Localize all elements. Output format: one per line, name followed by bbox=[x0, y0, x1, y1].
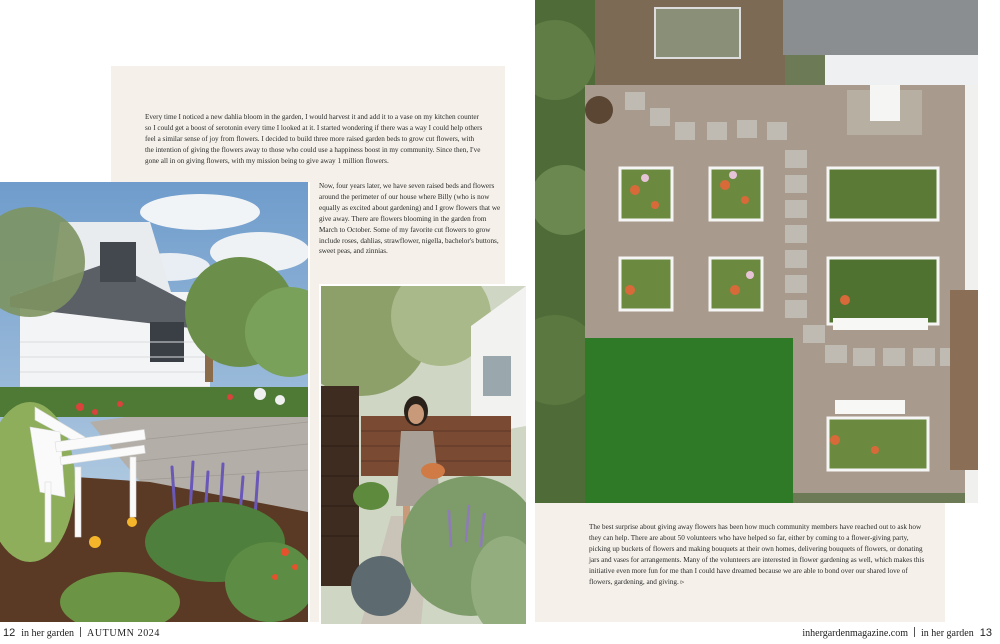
magazine-url: inhergardenmagazine.com bbox=[802, 628, 908, 639]
end-mark-icon: ▹ bbox=[680, 577, 685, 586]
left-magazine-name: in her garden bbox=[21, 628, 75, 639]
footer-divider bbox=[80, 627, 81, 637]
article-second-paragraph: Now, four years later, we have seven raised beds and flowers around the perimeter of our house where Billy (who is now equally as excited about gardening) and I grow flowers that we give away. There are flowers blooming in the garden from March to October. Some of my favorite cut flowers to grow include roses, dahlias, strawflower, nigella, bachelor's buttons, sweet peas, and zinnias. bbox=[319, 182, 501, 256]
footer-left bbox=[3, 627, 160, 639]
right-page-number: 13 bbox=[979, 627, 992, 639]
third-paragraph-text: The best surprise about giving away flowers has been how much community members have reached out to ask how they can help. There are about 50 volunteers who have helped so far, either by coming to a flower-giving party, picking up buckets of flowers and making bouquets at their own homes, delivering bouquets of flowers, or donating jars and vases for arrangements. Many of the volunteers are interested in flower gardening as well, which makes this initiative even more fun for me than I could have dreamed because we are able to bond over our shared love of flowers, gardening, and giving. bbox=[589, 523, 925, 586]
footer-right bbox=[802, 627, 992, 639]
issue-label: AUTUMN 2024 bbox=[87, 628, 161, 639]
woman-tending-garden-photo bbox=[319, 284, 528, 626]
right-magazine-name: in her garden bbox=[920, 628, 974, 639]
front-yard-garden-photo bbox=[0, 182, 310, 622]
aerial-garden-beds-photo bbox=[535, 0, 978, 503]
article-third-paragraph bbox=[589, 522, 925, 587]
left-page-number: 12 bbox=[3, 627, 16, 639]
footer-divider bbox=[914, 627, 915, 637]
article-intro-paragraph: Every time I noticed a new dahlia bloom in the garden, I would harvest it and add it to a vase on my kitchen counter so I could get a boost of serotonin every time I looked at it. I started wondering if there was a way I could help others feel a similar sense of joy from flowers. I decided to build three more raised garden beds to grow cut flowers, with the intention of giving the flowers away to those who could use a happiness boost in my community. Since then, I've gone all in on giving flowers, with my mission being to give away 1 million flowers. bbox=[145, 113, 483, 165]
